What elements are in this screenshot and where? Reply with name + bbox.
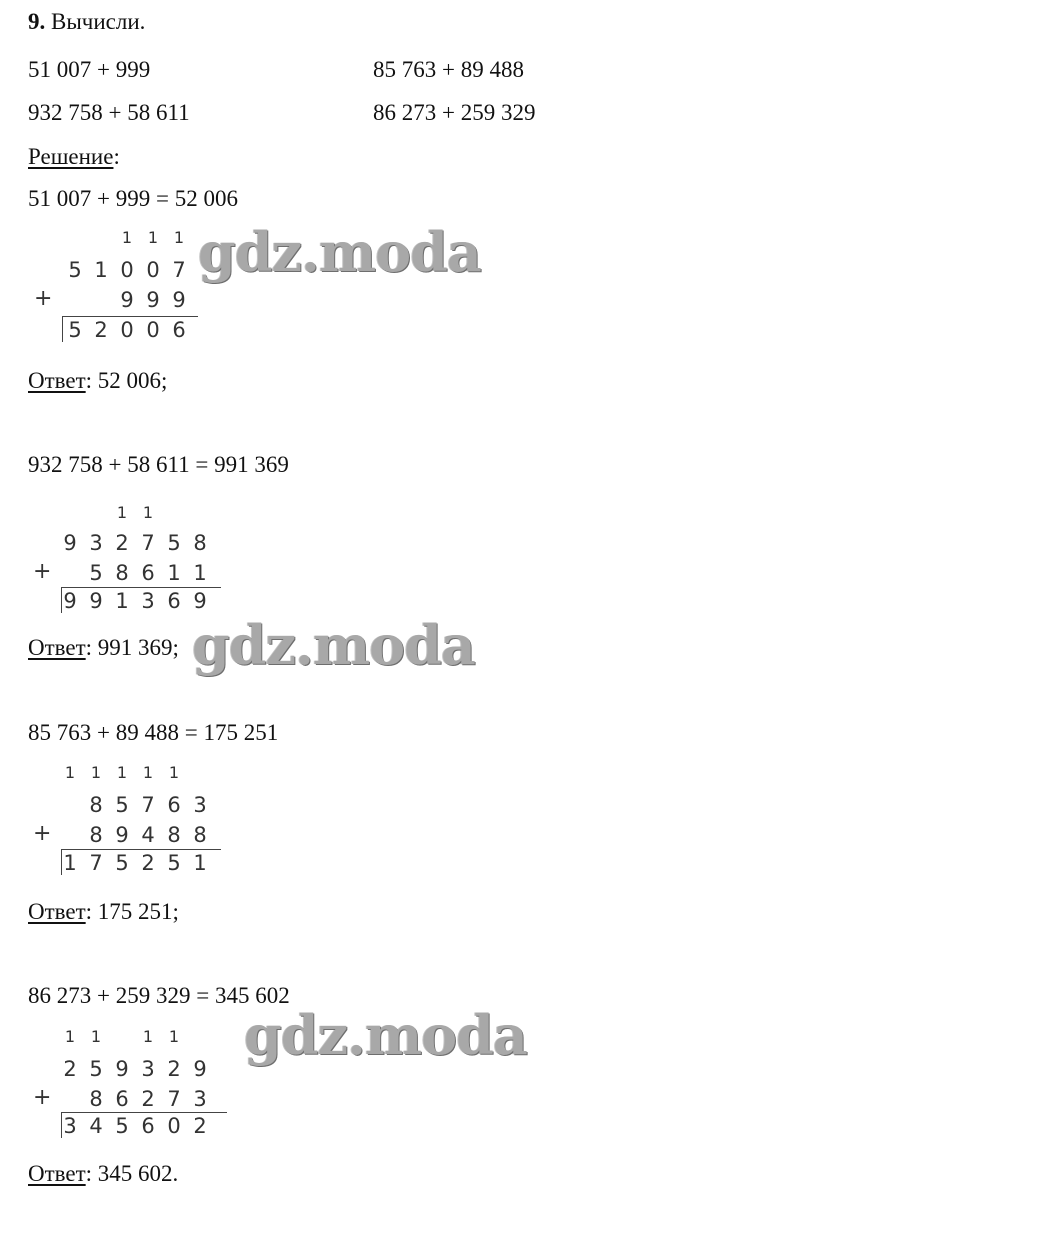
digit-cell: 1 [64,763,76,782]
digit-cell: 1 [142,503,154,522]
digit-cell: 4 [141,823,155,847]
digit-cell: 9 [193,1057,207,1081]
digit-cell: 1 [115,589,129,613]
digit-cell: 1 [116,763,128,782]
sum-line [61,1112,227,1113]
digit-cell: 5 [115,1114,129,1138]
digit-cell: 1 [121,228,133,247]
digit-cell: 3 [63,1114,77,1138]
digit-cell: 0 [120,258,134,282]
digit-cell: 3 [141,1057,155,1081]
digit-cell: 1 [168,1027,180,1046]
digit-cell: 8 [193,531,207,555]
digit-cell: 5 [68,318,82,342]
digit-cell: 6 [141,561,155,585]
answer-label: Ответ [28,368,86,393]
digit-cell: 6 [141,1114,155,1138]
digit-cell: 1 [193,561,207,585]
digit-cell: 8 [193,823,207,847]
digit-cell: 2 [141,1087,155,1111]
digit-cell: 5 [68,258,82,282]
answer-2: Ответ: 991 369; [28,635,179,660]
digit-cell: 8 [167,823,181,847]
digit-cell: 5 [115,851,129,875]
digit-cell: 1 [64,1027,76,1046]
digit-cell: 1 [90,763,102,782]
digit-cell: 8 [115,561,129,585]
task-instruction: Вычисли. [51,9,146,34]
digit-cell: 0 [167,1114,181,1138]
answer-value: 345 602. [97,1161,179,1186]
digit-cell: 9 [89,589,103,613]
digit-cell: 2 [94,318,108,342]
digit-cell: 1 [94,258,108,282]
digit-cell: 6 [172,318,186,342]
digit-cell: 1 [173,228,185,247]
digit-cell: 2 [115,531,129,555]
digit-cell: 5 [89,561,103,585]
digit-cell: 7 [141,531,155,555]
digit-cell: 1 [193,851,207,875]
equation-3: 85 763 + 89 488 = 175 251 [28,720,279,745]
digit-cell: 1 [142,763,154,782]
digit-cell: 7 [167,1087,181,1111]
task-number: 9. [28,9,46,34]
digit-cell: 6 [115,1087,129,1111]
digit-cell: 9 [146,288,160,312]
digit-cell: 2 [193,1114,207,1138]
digit-cell: 5 [115,793,129,817]
sum-line [61,849,221,850]
expression-1: 51 007 + 999 [28,57,151,82]
digit-cell: 9 [193,589,207,613]
digit-cell: 8 [89,1087,103,1111]
digit-cell: 3 [193,793,207,817]
digit-cell: 1 [147,228,159,247]
answer-3: Ответ: 175 251; [28,899,179,924]
digit-cell: 0 [146,318,160,342]
sum-line [62,316,198,317]
digit-cell: 1 [63,851,77,875]
digit-cell: 9 [115,823,129,847]
solution-heading: Решение: [28,144,120,169]
digit-cell: 1 [167,561,181,585]
digit-cell: 1 [116,503,128,522]
digit-cell: 6 [167,793,181,817]
digit-cell: 2 [141,851,155,875]
digit-cell: 2 [63,1057,77,1081]
digit-cell: 9 [63,589,77,613]
digit-cell: 8 [89,793,103,817]
digit-cell: 9 [172,288,186,312]
plus-sign: + [33,1085,52,1110]
answer-label: Ответ [28,899,86,924]
digit-cell: 7 [89,851,103,875]
digit-cell: 8 [89,823,103,847]
plus-sign: + [34,286,53,311]
equation-2: 932 758 + 58 611 = 991 369 [28,452,289,477]
digit-cell: 1 [168,763,180,782]
digit-cell: 6 [167,589,181,613]
digit-cell: 4 [89,1114,103,1138]
digit-cell: 7 [172,258,186,282]
digit-cell: 3 [89,531,103,555]
digit-cell: 1 [90,1027,102,1046]
watermark-1: gdz.moda [198,220,481,284]
answer-value: 991 369; [97,635,179,660]
answer-1: Ответ: 52 006; [28,368,168,393]
equation-4: 86 273 + 259 329 = 345 602 [28,983,290,1008]
answer-4: Ответ: 345 602. [28,1161,179,1186]
answer-value: 52 006; [97,368,168,393]
digit-cell: 9 [120,288,134,312]
expression-3: 932 758 + 58 611 [28,100,190,125]
digit-cell: 7 [141,793,155,817]
expression-4: 86 273 + 259 329 [373,100,536,125]
digit-cell: 9 [63,531,77,555]
digit-cell: 5 [167,851,181,875]
watermark-3: gdz.moda [244,1003,527,1067]
digit-cell: 1 [142,1027,154,1046]
digit-cell: 9 [115,1057,129,1081]
plus-sign: + [33,821,52,846]
expression-2: 85 763 + 89 488 [373,57,524,82]
digit-cell: 0 [146,258,160,282]
equation-1: 51 007 + 999 = 52 006 [28,186,238,211]
digit-cell: 3 [193,1087,207,1111]
digit-cell: 5 [89,1057,103,1081]
answer-label: Ответ [28,635,86,660]
digit-cell: 2 [167,1057,181,1081]
answer-label: Ответ [28,1161,86,1186]
task-title [28,8,145,36]
solution-label: Решение [28,144,114,169]
answer-value: 175 251; [97,899,179,924]
digit-cell: 5 [167,531,181,555]
plus-sign: + [33,559,52,584]
digit-cell: 0 [120,318,134,342]
sum-line [61,587,221,588]
digit-cell: 3 [141,589,155,613]
watermark-2: gdz.moda [192,613,475,677]
